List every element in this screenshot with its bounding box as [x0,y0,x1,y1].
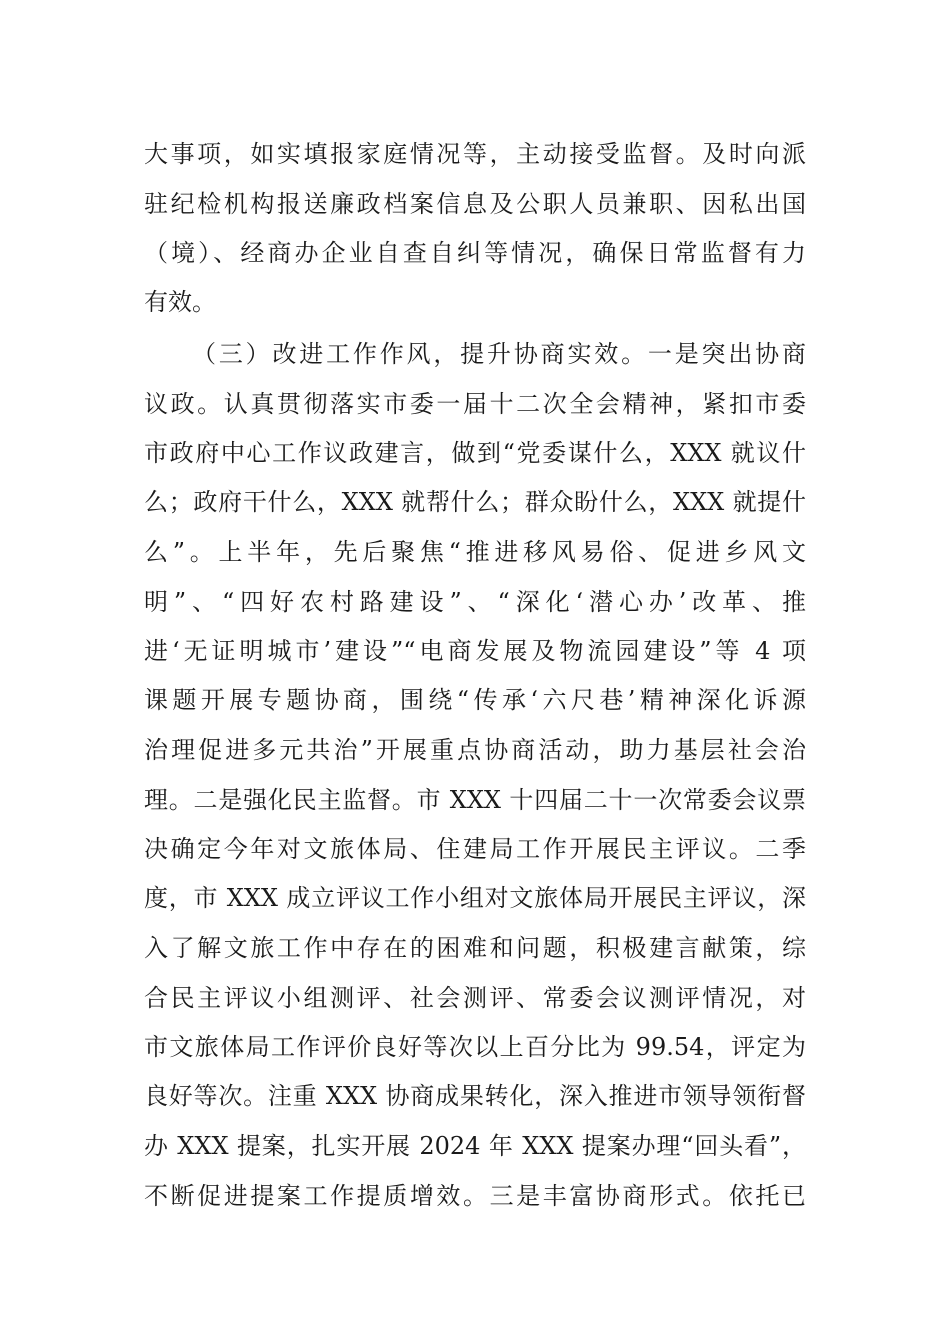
text-line-13: 治理促进多元共治”开展重点协商活动，助力基层社会治 [144,736,806,764]
text-line-11: 进‘无证明城市’建设”“电商发展及物流园建设”等 4 项 [144,637,806,665]
paragraph-heading-line: （三）改进工作作风，提升协商实效。一是突出协商 [192,340,806,368]
text-line-20: 良好等次。注重 XXX 协商成果转化，深入推进市领导领衔督 [144,1082,806,1110]
text-line-10: 明”、“四好农村路建设”、“深化‘潜心办’改革、推 [144,588,806,616]
text-line-15: 决确定今年对文旅体局、住建局工作开展民主评议。二季 [144,835,806,863]
text-line-1: 大事项，如实填报家庭情况等，主动接受监督。及时向派 [144,140,806,168]
text-line-6: 议政。认真贯彻落实市委一届十二次全会精神，紧扣市委 [144,390,806,418]
text-line-21: 办 XXX 提案，扎实开展 2024 年 XXX 提案办理“回头看”， [144,1132,806,1160]
text-line-12: 课题开展专题协商，围绕“传承‘六尺巷’精神深化诉源 [144,686,806,714]
text-line-17: 入了解文旅工作中存在的困难和问题，积极建言献策，综 [144,934,806,962]
text-line-7: 市政府中心工作议政建言，做到“党委谋什么，XXX 就议什 [144,439,806,467]
text-line-14: 理。二是强化民主监督。市 XXX 十四届二十一次常委会议票 [144,786,806,814]
text-line-16: 度，市 XXX 成立评议工作小组对文旅体局开展民主评议，深 [144,884,806,912]
text-line-18: 合民主评议小组测评、社会测评、常委会议测评情况，对 [144,984,806,1012]
text-line-19: 市文旅体局工作评价良好等次以上百分比为 99.54，评定为 [144,1033,806,1061]
text-line-9: 么”。上半年，先后聚焦“推进移风易俗、促进乡风文 [144,538,806,566]
text-line-4: 有效。 [144,288,216,316]
text-line-8: 么；政府干什么，XXX 就帮什么；群众盼什么，XXX 就提什 [144,488,806,516]
text-line-2: 驻纪检机构报送廉政档案信息及公职人员兼职、因私出国 [144,190,806,218]
text-line-22: 不断促进提案工作提质增效。三是丰富协商形式。依托已 [144,1182,806,1210]
text-line-3: （境）、经商办企业自查自纠等情况，确保日常监督有力 [144,239,806,267]
